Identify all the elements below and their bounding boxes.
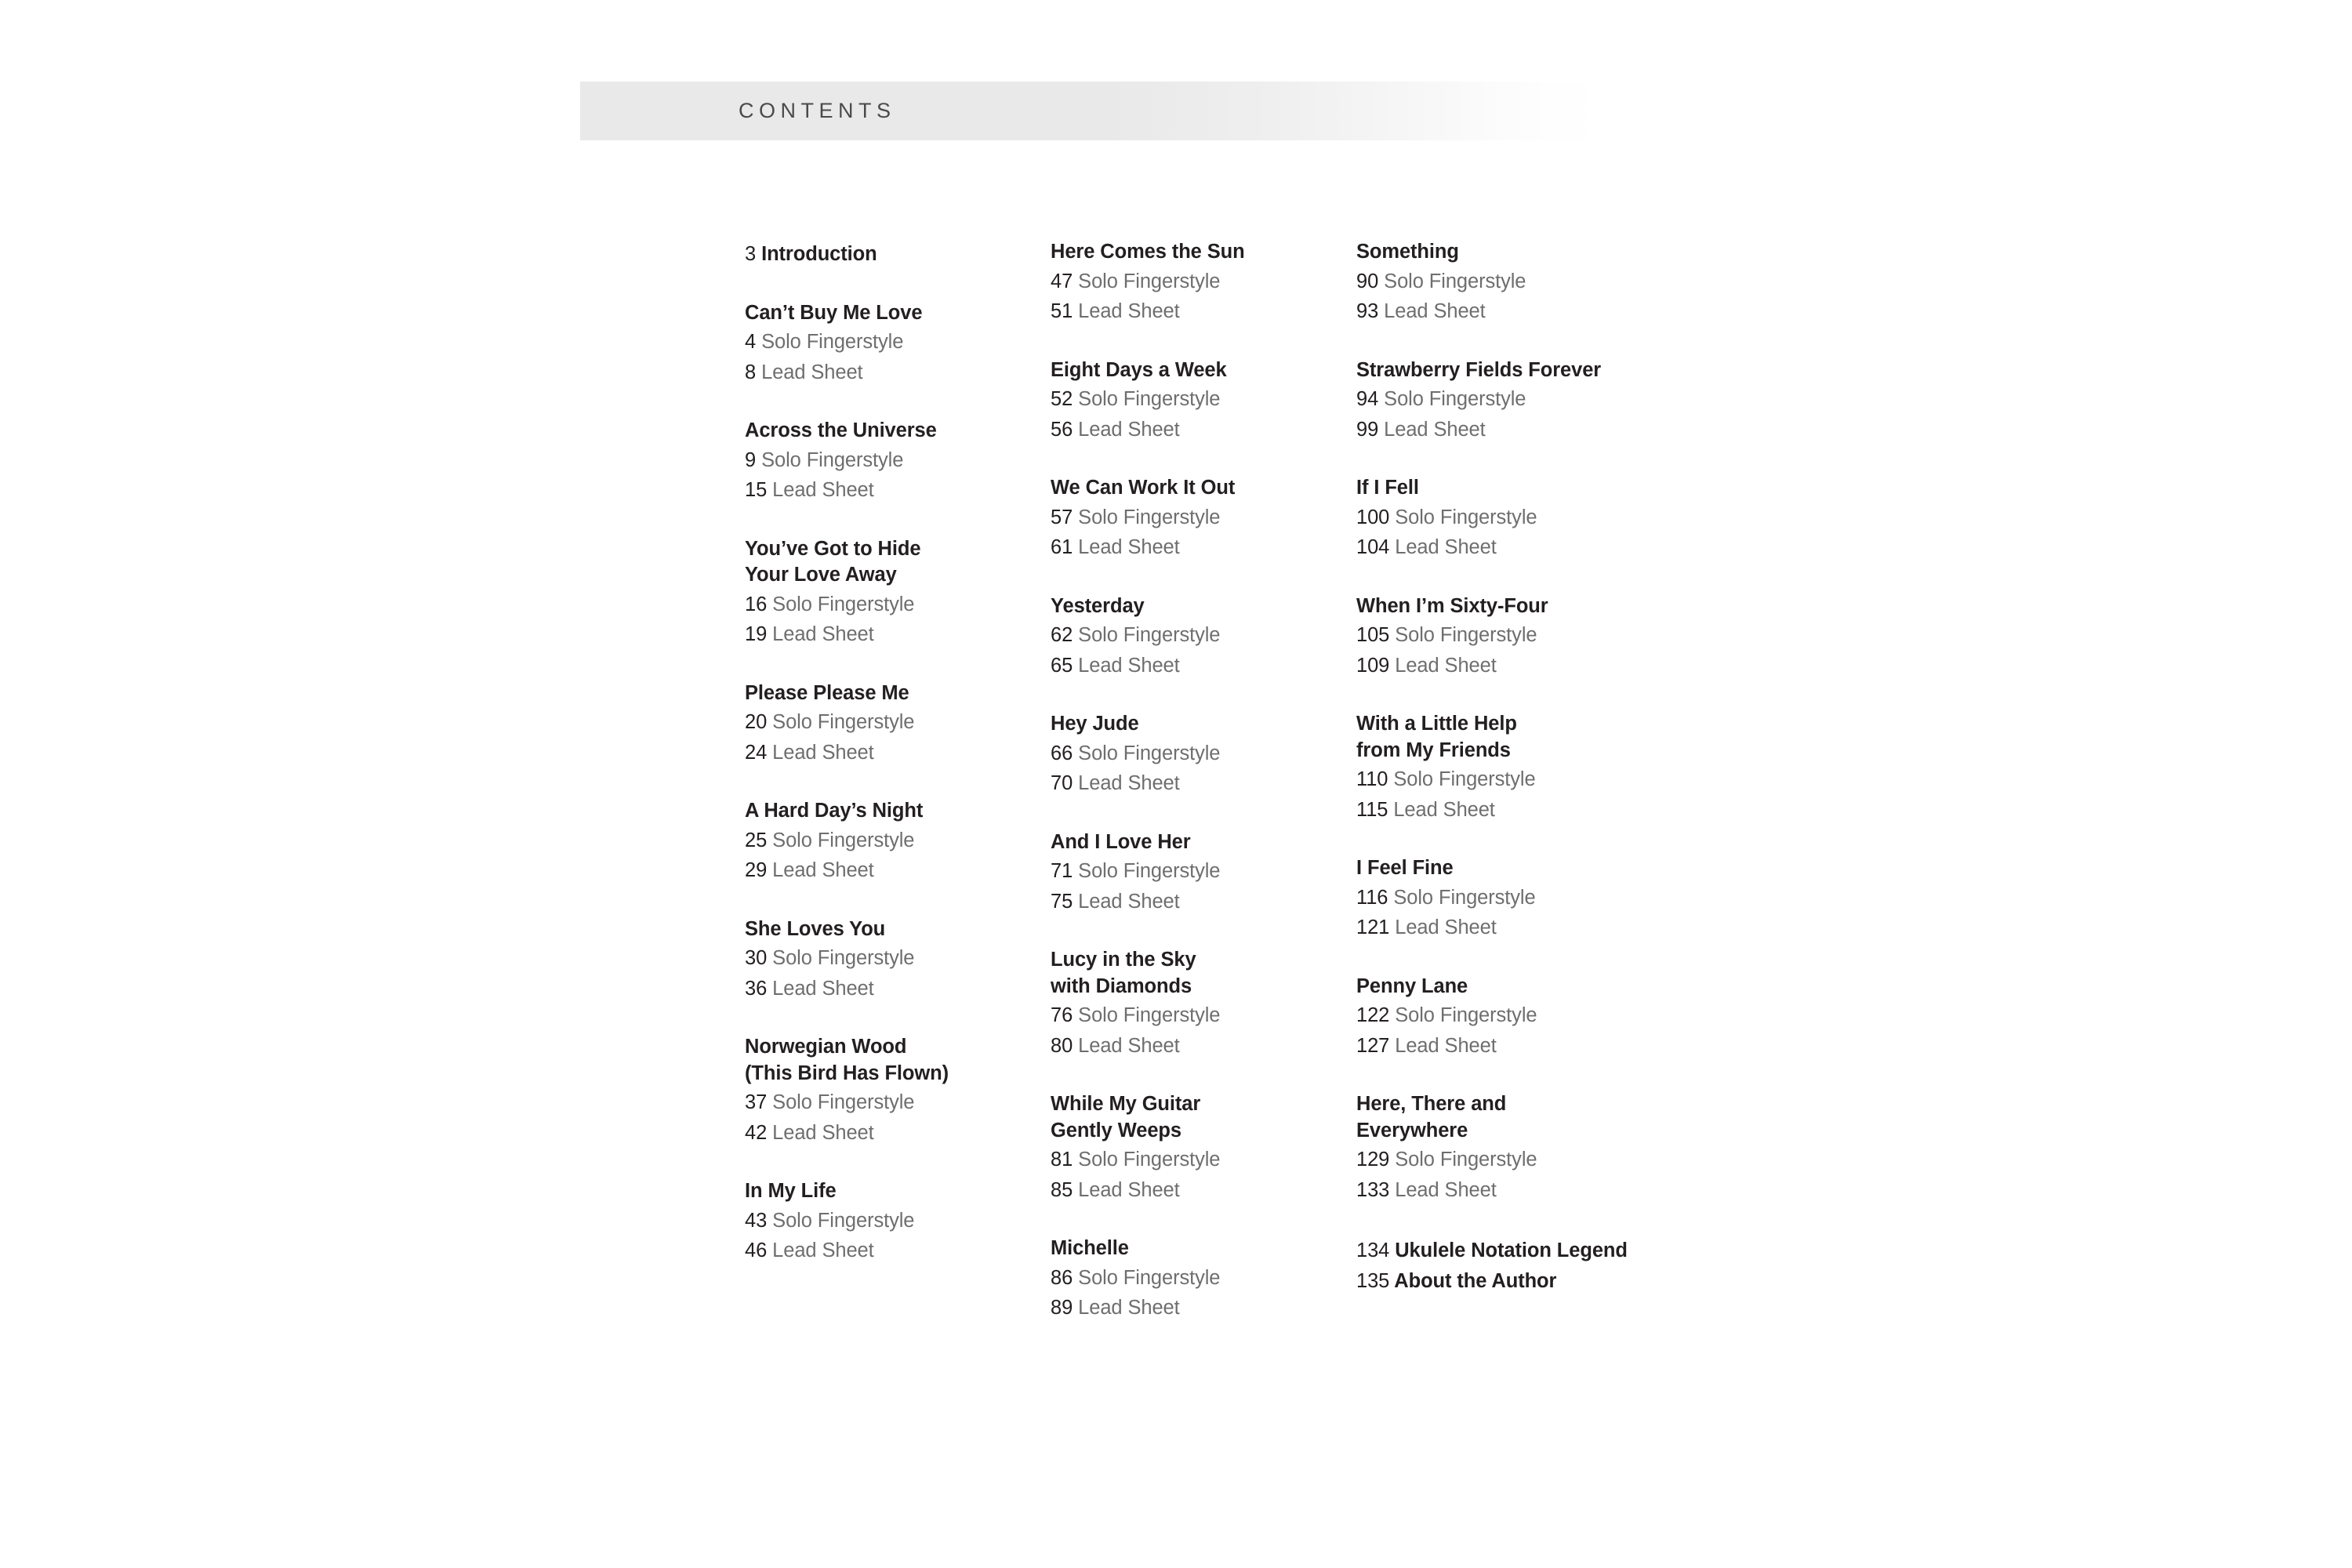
page-number: 109 xyxy=(1356,654,1390,677)
song-title: Penny Lane xyxy=(1356,975,1468,997)
arrangement-label: Lead Sheet xyxy=(1073,536,1180,558)
song-title: Please Please Me xyxy=(745,681,909,704)
page-number: 24 xyxy=(745,741,768,764)
toc-entry-line[interactable] xyxy=(1051,1031,1356,1062)
toc-entry-line[interactable] xyxy=(745,475,1051,506)
page-number: 8 xyxy=(745,361,757,383)
arrangement-label: Lead Sheet xyxy=(1389,654,1497,677)
arrangement-label: Lead Sheet xyxy=(767,741,874,764)
page-number: 71 xyxy=(1051,860,1073,882)
entry-label: About the Author xyxy=(1389,1269,1557,1292)
arrangement-label: Lead Sheet xyxy=(1378,300,1486,322)
song-title: If I Fell xyxy=(1356,477,1419,499)
page-number: 4 xyxy=(745,331,757,353)
arrangement-label: Solo Fingerstyle xyxy=(1073,1149,1221,1171)
page-number: 127 xyxy=(1356,1034,1390,1057)
toc-entry-song[interactable] xyxy=(745,681,1051,768)
song-title: Michelle xyxy=(1051,1237,1129,1259)
toc-entry-line xyxy=(745,239,1051,270)
arrangement-label: Lead Sheet xyxy=(1389,1034,1497,1057)
arrangement-label: Solo Fingerstyle xyxy=(1073,860,1221,882)
arrangement-label: Lead Sheet xyxy=(1073,1297,1180,1319)
song-title: Eight Days a Week xyxy=(1051,358,1227,381)
song-title: With a Little Help from My Friends xyxy=(1356,713,1517,761)
toc-entry-song[interactable] xyxy=(1051,358,1356,445)
toc-entry-song[interactable] xyxy=(1356,239,1662,327)
page-number: 57 xyxy=(1051,506,1073,528)
arrangement-label: Lead Sheet xyxy=(1073,772,1180,794)
page-number: 20 xyxy=(745,711,768,733)
page-number: 70 xyxy=(1051,772,1073,794)
arrangement-label: Solo Fingerstyle xyxy=(767,947,915,969)
arrangement-label: Lead Sheet xyxy=(1073,1178,1180,1201)
arrangement-label: Lead Sheet xyxy=(767,859,874,881)
page-title: CONTENTS xyxy=(739,99,896,122)
page-number: 75 xyxy=(1051,890,1073,913)
toc-entry-song[interactable] xyxy=(745,536,1051,650)
entry-label: Introduction xyxy=(756,243,877,265)
toc-entry-line[interactable] xyxy=(1051,1145,1356,1175)
arrangement-label: Lead Sheet xyxy=(756,361,863,383)
toc-entry-line[interactable] xyxy=(1051,415,1356,445)
toc-entry-song[interactable] xyxy=(1356,1091,1662,1205)
song-title: Lucy in the Sky with Diamonds xyxy=(1051,949,1196,997)
toc-entry-line[interactable] xyxy=(1051,503,1356,533)
page-number: 15 xyxy=(745,479,768,501)
arrangement-label: Solo Fingerstyle xyxy=(767,1091,915,1113)
toc-entry-line[interactable] xyxy=(1356,1145,1662,1175)
toc-entry-line[interactable] xyxy=(745,826,1051,856)
song-title: Can’t Buy Me Love xyxy=(745,301,923,324)
song-title: Here, There and Everywhere xyxy=(1356,1093,1507,1142)
toc-entry-song[interactable] xyxy=(745,798,1051,886)
arrangement-label: Solo Fingerstyle xyxy=(1389,624,1537,646)
arrangement-label: Lead Sheet xyxy=(767,977,874,1000)
toc-entry-song[interactable] xyxy=(745,916,1051,1004)
toc-entry-line[interactable] xyxy=(1051,1175,1356,1206)
page-number: 25 xyxy=(745,829,768,851)
toc-entry-line[interactable] xyxy=(745,707,1051,738)
toc-entry-line[interactable] xyxy=(1051,532,1356,563)
column-2 xyxy=(1051,239,1356,1323)
song-title: She Loves You xyxy=(745,917,886,940)
arrangement-label: Solo Fingerstyle xyxy=(1073,388,1221,410)
toc-entry-line[interactable] xyxy=(1356,296,1662,327)
toc-entry-song[interactable] xyxy=(1051,239,1356,327)
table-of-contents xyxy=(745,239,1842,1323)
page-number: 65 xyxy=(1051,654,1073,677)
arrangement-label: Lead Sheet xyxy=(1073,418,1180,441)
page-number: 110 xyxy=(1356,768,1388,790)
arrangement-label: Solo Fingerstyle xyxy=(1073,624,1221,646)
toc-entry-line[interactable] xyxy=(1356,532,1662,563)
arrangement-label: Solo Fingerstyle xyxy=(756,331,904,353)
arrangement-label: Solo Fingerstyle xyxy=(1388,886,1536,909)
arrangement-label: Lead Sheet xyxy=(1389,916,1497,938)
page-number: 19 xyxy=(745,623,768,645)
song-title: Norwegian Wood (This Bird Has Flown) xyxy=(745,1036,949,1084)
toc-entry-line[interactable] xyxy=(1051,1000,1356,1031)
page-number: 3 xyxy=(745,243,757,265)
arrangement-label: Solo Fingerstyle xyxy=(1378,270,1526,292)
toc-entry-line[interactable] xyxy=(745,590,1051,620)
arrangement-label: Solo Fingerstyle xyxy=(767,593,915,615)
song-title: You’ve Got to Hide Your Love Away xyxy=(745,537,921,586)
arrangement-label: Solo Fingerstyle xyxy=(1389,1004,1537,1026)
page-number: 89 xyxy=(1051,1297,1073,1319)
page-number: 121 xyxy=(1356,916,1390,938)
toc-entry-line[interactable] xyxy=(1356,1175,1662,1206)
arrangement-label: Solo Fingerstyle xyxy=(756,448,904,471)
page-number: 80 xyxy=(1051,1034,1073,1057)
page-number: 62 xyxy=(1051,624,1073,646)
toc-entry-line[interactable] xyxy=(745,1236,1051,1266)
page-number: 100 xyxy=(1356,506,1390,528)
page-number: 76 xyxy=(1051,1004,1073,1026)
page-number: 90 xyxy=(1356,270,1379,292)
arrangement-label: Lead Sheet xyxy=(1073,1034,1180,1057)
page-number: 94 xyxy=(1356,388,1379,410)
page-number: 42 xyxy=(745,1121,768,1144)
page-number: 56 xyxy=(1051,418,1073,441)
toc-entry-line[interactable] xyxy=(1356,795,1662,826)
toc-entry-song[interactable] xyxy=(1051,475,1356,563)
toc-entry-line[interactable] xyxy=(1356,384,1662,415)
arrangement-label: Solo Fingerstyle xyxy=(767,1209,915,1232)
toc-entry-line[interactable] xyxy=(745,619,1051,650)
song-title: Strawberry Fields Forever xyxy=(1356,358,1602,381)
arrangement-label: Solo Fingerstyle xyxy=(1073,1004,1221,1026)
toc-entry-line[interactable] xyxy=(1356,651,1662,681)
page-number: 51 xyxy=(1051,300,1073,322)
toc-entry-line[interactable] xyxy=(745,1118,1051,1149)
arrangement-label: Solo Fingerstyle xyxy=(1073,1266,1221,1289)
toc-entry-line[interactable] xyxy=(745,1087,1051,1118)
arrangement-label: Lead Sheet xyxy=(1073,890,1180,913)
page-number: 29 xyxy=(745,859,768,881)
song-title: I Feel Fine xyxy=(1356,857,1454,879)
toc-entry-line[interactable] xyxy=(1051,1263,1356,1294)
toc-entry-song[interactable] xyxy=(1356,711,1662,825)
toc-entry-song[interactable] xyxy=(1051,947,1356,1061)
arrangement-label: Solo Fingerstyle xyxy=(1388,768,1536,790)
page-number: 81 xyxy=(1051,1149,1073,1171)
arrangement-label: Lead Sheet xyxy=(1389,1178,1497,1201)
toc-entry-song[interactable] xyxy=(745,1034,1051,1148)
page-number: 47 xyxy=(1051,270,1073,292)
contents-header-band xyxy=(580,82,1599,140)
page-number: 30 xyxy=(745,947,768,969)
arrangement-label: Solo Fingerstyle xyxy=(1389,506,1537,528)
page-number: 36 xyxy=(745,977,768,1000)
toc-entry-line[interactable] xyxy=(745,855,1051,886)
page-number: 122 xyxy=(1356,1004,1390,1026)
page-number: 37 xyxy=(745,1091,768,1113)
toc-entry-line xyxy=(1356,1266,1662,1297)
toc-entry-song[interactable] xyxy=(1051,593,1356,681)
page-number: 52 xyxy=(1051,388,1073,410)
arrangement-label: Solo Fingerstyle xyxy=(767,829,915,851)
arrangement-label: Lead Sheet xyxy=(1388,798,1495,821)
toc-entry-song[interactable] xyxy=(1356,593,1662,681)
toc-entry-line[interactable] xyxy=(1051,620,1356,651)
arrangement-label: Lead Sheet xyxy=(767,623,874,645)
arrangement-label: Solo Fingerstyle xyxy=(1073,506,1221,528)
arrangement-label: Solo Fingerstyle xyxy=(1389,1149,1537,1171)
toc-entry-line[interactable] xyxy=(1356,764,1662,795)
toc-entry-line[interactable] xyxy=(745,738,1051,768)
song-title: A Hard Day’s Night xyxy=(745,800,924,822)
toc-entry-simple[interactable] xyxy=(1356,1236,1662,1266)
song-title: And I Love Her xyxy=(1051,830,1191,853)
toc-entry-line[interactable] xyxy=(1051,384,1356,415)
page-number: 133 xyxy=(1356,1178,1390,1201)
page-number: 129 xyxy=(1356,1149,1390,1171)
page-number: 46 xyxy=(745,1240,768,1261)
column-1 xyxy=(745,239,1051,1266)
song-title: Something xyxy=(1356,241,1459,263)
entry-label: Ukulele Notation Legend xyxy=(1389,1240,1628,1261)
toc-entry-line[interactable] xyxy=(1356,267,1662,297)
toc-entry-line[interactable] xyxy=(745,943,1051,974)
song-title: In My Life xyxy=(745,1180,837,1202)
arrangement-label: Lead Sheet xyxy=(1389,536,1497,558)
arrangement-label: Lead Sheet xyxy=(767,479,874,501)
page-number: 134 xyxy=(1356,1240,1390,1261)
song-title: We Can Work It Out xyxy=(1051,477,1236,499)
page-number: 61 xyxy=(1051,536,1073,558)
page-number: 9 xyxy=(745,448,757,471)
toc-entry-song[interactable] xyxy=(745,300,1051,388)
page-number: 135 xyxy=(1356,1269,1390,1292)
toc-entry-song[interactable] xyxy=(1051,1091,1356,1205)
toc-entry-line[interactable] xyxy=(1051,768,1356,799)
toc-entry-song[interactable] xyxy=(1051,1236,1356,1323)
arrangement-label: Lead Sheet xyxy=(767,1240,874,1261)
toc-entry-song[interactable] xyxy=(745,418,1051,506)
toc-entry-simple[interactable] xyxy=(1356,1266,1662,1297)
arrangement-label: Solo Fingerstyle xyxy=(1073,270,1221,292)
column-3 xyxy=(1356,239,1662,1296)
toc-entry-line[interactable] xyxy=(1051,651,1356,681)
toc-entry-line xyxy=(1356,1236,1662,1266)
page-number: 66 xyxy=(1051,742,1073,764)
song-title: Hey Jude xyxy=(1051,713,1139,735)
toc-entry-song[interactable] xyxy=(1051,829,1356,917)
page-number: 86 xyxy=(1051,1266,1073,1289)
song-title: While My Guitar Gently Weeps xyxy=(1051,1093,1201,1142)
page-number: 99 xyxy=(1356,418,1379,441)
song-title: Yesterday xyxy=(1051,594,1145,617)
toc-entry-song[interactable] xyxy=(1051,711,1356,799)
page-number: 104 xyxy=(1356,536,1390,558)
arrangement-label: Solo Fingerstyle xyxy=(1073,742,1221,764)
toc-entry-song[interactable] xyxy=(1356,855,1662,943)
toc-entry-song[interactable] xyxy=(1356,475,1662,563)
toc-entry-line[interactable] xyxy=(745,974,1051,1004)
toc-entry-line[interactable] xyxy=(1356,1031,1662,1062)
toc-entry-song[interactable] xyxy=(1356,358,1662,445)
toc-entry-line[interactable] xyxy=(1051,856,1356,887)
song-title: Here Comes the Sun xyxy=(1051,241,1245,263)
toc-entry-line[interactable] xyxy=(1051,1293,1356,1323)
arrangement-label: Solo Fingerstyle xyxy=(1378,388,1526,410)
page-number: 16 xyxy=(745,593,768,615)
arrangement-label: Lead Sheet xyxy=(1073,654,1180,677)
page-number: 85 xyxy=(1051,1178,1073,1201)
song-title: Across the Universe xyxy=(745,419,937,441)
page-number: 116 xyxy=(1356,886,1388,909)
song-title: When I’m Sixty-Four xyxy=(1356,594,1548,617)
toc-entry-line[interactable] xyxy=(745,445,1051,476)
toc-entry-line[interactable] xyxy=(745,1206,1051,1236)
toc-entry-line[interactable] xyxy=(1051,887,1356,917)
toc-entry-song[interactable] xyxy=(745,1178,1051,1266)
toc-entry-song[interactable] xyxy=(1356,974,1662,1062)
toc-entry-line[interactable] xyxy=(1051,296,1356,327)
page-number: 93 xyxy=(1356,300,1379,322)
toc-entry-line[interactable] xyxy=(745,358,1051,388)
toc-entry-line[interactable] xyxy=(1356,503,1662,533)
toc-entry-line[interactable] xyxy=(1051,739,1356,769)
toc-entry-line[interactable] xyxy=(1356,913,1662,943)
arrangement-label: Lead Sheet xyxy=(1378,418,1486,441)
toc-entry-line[interactable] xyxy=(1051,267,1356,297)
toc-entry-simple[interactable] xyxy=(745,239,1051,270)
arrangement-label: Solo Fingerstyle xyxy=(767,711,915,733)
arrangement-label: Lead Sheet xyxy=(767,1121,874,1144)
toc-entry-line[interactable] xyxy=(1356,1000,1662,1031)
toc-entry-line[interactable] xyxy=(1356,620,1662,651)
page-number: 105 xyxy=(1356,624,1390,646)
toc-entry-line[interactable] xyxy=(745,327,1051,358)
toc-entry-line[interactable] xyxy=(1356,883,1662,913)
toc-entry-line[interactable] xyxy=(1356,415,1662,445)
page-number: 43 xyxy=(745,1209,768,1232)
page-number: 115 xyxy=(1356,798,1388,821)
arrangement-label: Lead Sheet xyxy=(1073,300,1180,322)
